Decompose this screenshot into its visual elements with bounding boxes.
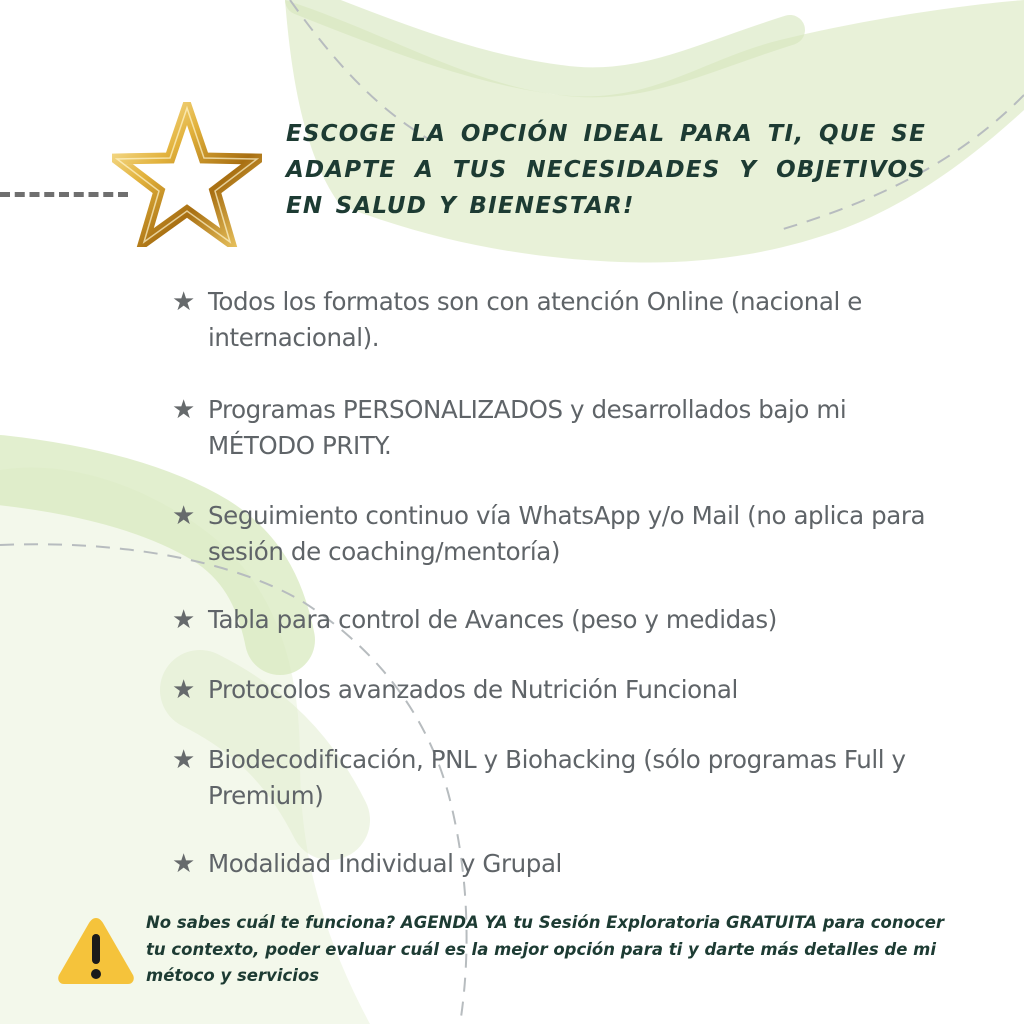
star-bullet-icon: ★ [172, 395, 196, 425]
feature-text: Tabla para control de Avances (peso y medidas) [208, 605, 777, 634]
list-item [172, 672, 952, 708]
star-bullet-icon: ★ [172, 605, 196, 635]
list-item [172, 602, 952, 638]
feature-text: Seguimiento continuo vía WhatsApp y/o Mail (no aplica para sesión de coaching/mentoría) [208, 501, 926, 566]
list-item [172, 742, 952, 814]
warning-icon [56, 914, 136, 986]
star-bullet-icon: ★ [172, 849, 196, 879]
list-item [172, 846, 952, 882]
dashed-divider-line [0, 192, 128, 197]
feature-text: Todos los formatos son con atención Online (nacional e internacional). [208, 287, 862, 352]
feature-text: Programas PERSONALIZADOS y desarrollados bajo mi MÉTODO PRITY. [208, 395, 847, 460]
feature-text: Modalidad Individual y Grupal [208, 849, 562, 878]
list-item [172, 392, 952, 464]
gold-star-icon [112, 102, 262, 247]
feature-text: Protocolos avanzados de Nutrición Funcional [208, 675, 738, 704]
page-heading: ESCOGE LA OPCIÓN IDEAL PARA TI, QUE SE ADAPTE A TUS NECESIDADES Y OBJETIVOS EN SALUD Y BIENESTAR! [286, 121, 926, 219]
feature-text: Biodecodificación, PNL y Biohacking (sólo programas Full y Premium) [208, 745, 906, 810]
cta-notice: No sabes cuál te funciona? AGENDA YA tu Sesión Exploratoria GRATUITA para conocer tu contexto, poder evaluar cuál es la mejor opción para ti y darte más detalles de mi métoco y servicios [146, 913, 945, 985]
list-item [172, 284, 952, 356]
list-item [172, 498, 952, 570]
star-bullet-icon: ★ [172, 675, 196, 705]
star-bullet-icon: ★ [172, 287, 196, 317]
star-bullet-icon: ★ [172, 501, 196, 531]
star-bullet-icon: ★ [172, 745, 196, 775]
